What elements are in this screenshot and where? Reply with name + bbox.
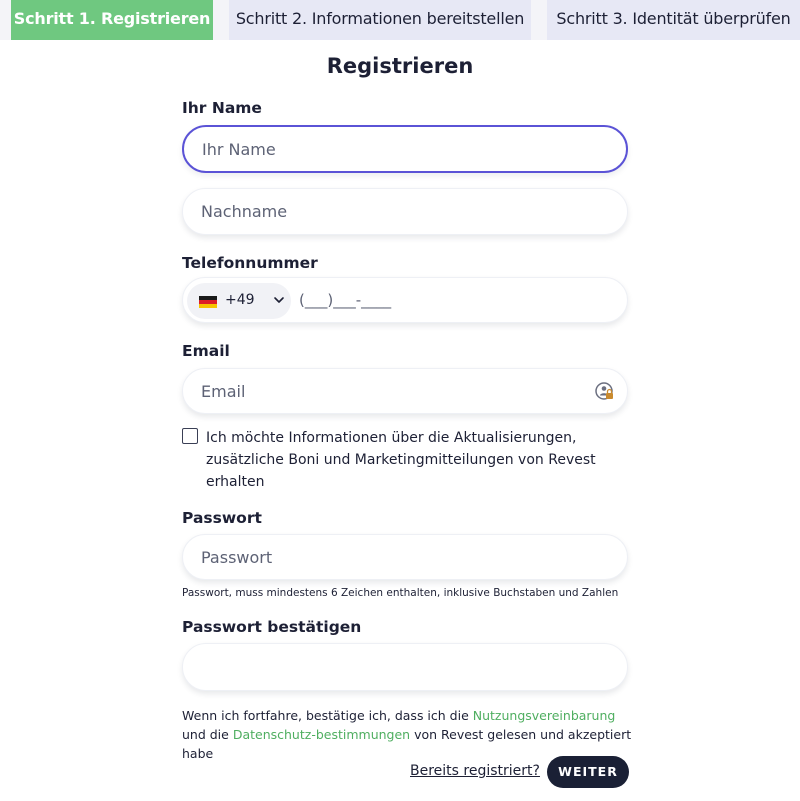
password-input[interactable] (201, 535, 587, 579)
phone-number-input[interactable]: (___)___-____ (299, 291, 392, 309)
already-registered-link[interactable]: Bereits registriert? (410, 763, 540, 779)
email-input[interactable] (201, 369, 587, 413)
consent-text-part-2: und die (182, 727, 233, 742)
phone-label: Telefonnummer (182, 254, 318, 272)
germany-flag-icon (199, 296, 217, 308)
page-title: Registrieren (326, 54, 474, 78)
newsletter-label[interactable]: Ich möchte Informationen über die Aktualisierungen, zusätzliche Boni und Marketingmitteilungen von Revest erhalten (206, 430, 596, 490)
last-name-input[interactable] (201, 189, 587, 234)
confirm-password-field[interactable] (182, 643, 628, 691)
last-name-field[interactable] (182, 188, 628, 235)
next-button[interactable]: WEITER (547, 756, 629, 788)
confirm-password-input[interactable] (201, 644, 587, 690)
password-field[interactable] (182, 534, 628, 580)
country-dial-code: +49 (225, 292, 255, 308)
tab-step-1[interactable]: Schritt 1. Registrieren (11, 0, 213, 40)
privacy-link[interactable]: Datenschutz-bestimmungen (232, 727, 411, 742)
country-code-select[interactable] (187, 283, 291, 319)
consent-text-part-3: von Revest gelesen und akzeptiert habe (182, 727, 632, 761)
name-label: Ihr Name (182, 99, 262, 117)
newsletter-checkbox[interactable] (182, 428, 198, 444)
tab-step-3[interactable]: Schritt 3. Identität überprüfen (547, 0, 800, 40)
phone-field[interactable] (182, 277, 628, 323)
terms-link[interactable]: Nutzungsvereinbarung (472, 708, 616, 723)
step-tabs (0, 0, 800, 40)
consent-text (182, 706, 642, 763)
confirm-password-label: Passwort bestätigen (182, 618, 362, 636)
password-manager-icon[interactable] (595, 382, 615, 402)
consent-text-part-1: Wenn ich fortfahre, bestätige ich, dass ich die (182, 708, 473, 723)
password-label: Passwort (182, 509, 262, 527)
password-hint: Passwort, muss mindestens 6 Zeichen enthalten, inklusive Buchstaben und Zahlen (182, 587, 619, 599)
email-field[interactable] (182, 368, 628, 414)
tab-step-2[interactable]: Schritt 2. Informationen bereitstellen (229, 0, 531, 40)
chevron-down-icon (273, 294, 285, 306)
first-name-field[interactable] (182, 125, 628, 173)
email-label: Email (182, 342, 230, 360)
first-name-input[interactable] (202, 127, 586, 171)
